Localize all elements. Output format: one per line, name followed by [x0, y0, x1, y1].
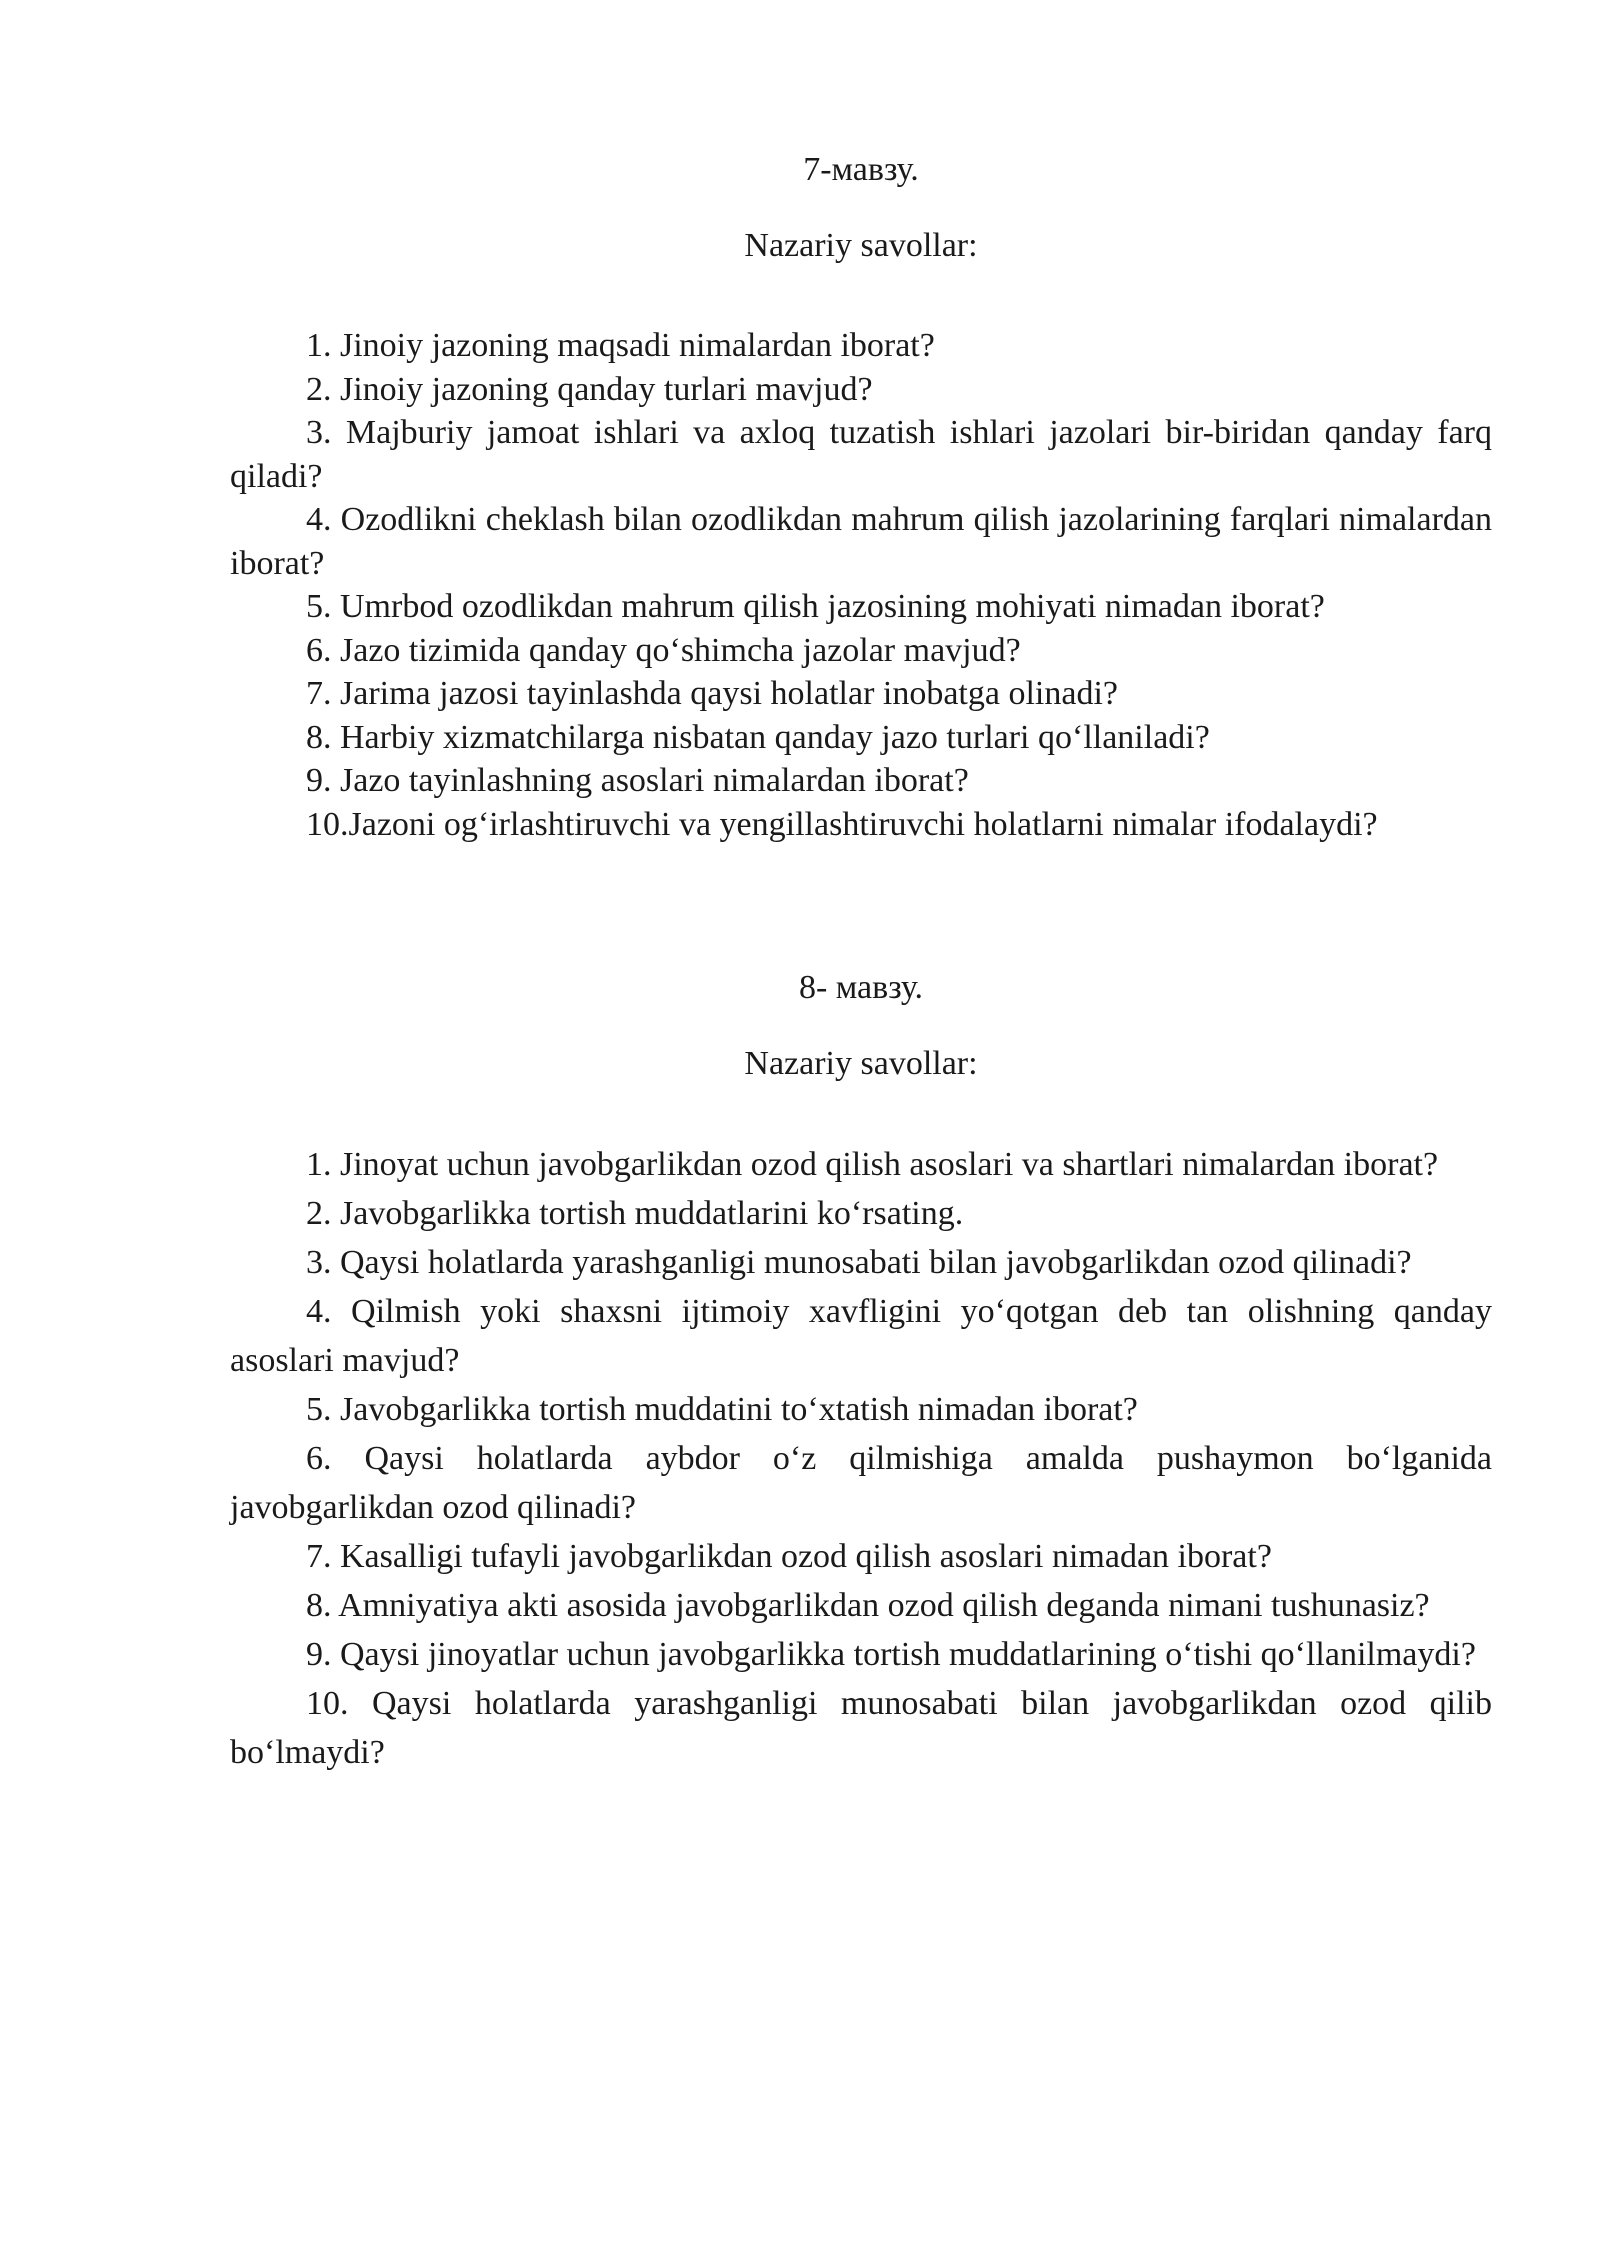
- question-item: 10. Qaysi holatlarda yarashganligi munosabati bilan javobgarlikdan ozod qilib bo‘lmaydi?: [230, 1685, 1492, 1771]
- question-item: 8. Harbiy xizmatchilarga nisbatan qanday jazo turlari qo‘llaniladi?: [306, 718, 1210, 756]
- question-item: 1. Jinoiy jazoning maqsadi nimalardan iborat?: [306, 327, 935, 364]
- topic-heading: 7-мавзу.: [803, 151, 919, 188]
- section-subheading: Nazariy savollar:: [744, 227, 978, 264]
- question-item: 6. Jazo tizimida qanday qo‘shimcha jazolar mavjud?: [306, 631, 1021, 669]
- question-item: 5. Javobgarlikka tortish muddatini to‘xtatish nimadan iborat?: [306, 1391, 1138, 1428]
- question-item: 9. Jazo tayinlashning asoslari nimalardan iborat?: [306, 762, 969, 799]
- question-item: 2. Jinoiy jazoning qanday turlari mavjud?: [306, 370, 873, 408]
- question-item: 7. Jarima jazosi tayinlashda qaysi holatlar inobatga olinadi?: [306, 675, 1118, 712]
- question-item: 2. Javobgarlikka tortish muddatlarini ko‘rsating.: [306, 1195, 964, 1232]
- question-list: [230, 1140, 1492, 1777]
- topic-7-section: [230, 150, 1492, 846]
- question-item: 10.Jazoni og‘irlashtiruvchi va yengillashtiruvchi holatlarni nimalar ifodalaydi?: [306, 805, 1378, 843]
- question-item: 6. Qaysi holatlarda aybdor o‘z qilmishiga amalda pushaymon bo‘lganida javobgarlikdan ozod qilinadi?: [230, 1440, 1492, 1526]
- topic-heading: 8- мавзу.: [798, 969, 924, 1006]
- question-item: 9. Qaysi jinoyatlar uchun javobgarlikka tortish muddatlarining o‘tishi qo‘llanilmaydi?: [306, 1636, 1476, 1673]
- section-subheading: Nazariy savollar:: [744, 1045, 978, 1082]
- question-item: 1. Jinoyat uchun javobgarlikdan ozod qilish asoslari va shartlari nimalardan iborat?: [306, 1146, 1439, 1183]
- question-item: 3. Qaysi holatlarda yarashganligi munosabati bilan javobgarlikdan ozod qilinadi?: [306, 1244, 1412, 1281]
- topic-8-section: [230, 968, 1492, 1777]
- question-item: 8. Amniyatiya akti asosida javobgarlikdan ozod qilish deganda nimani tushunasiz?: [306, 1587, 1430, 1624]
- question-item: 5. Umrbod ozodlikdan mahrum qilish jazosining mohiyati nimadan iborat?: [306, 588, 1325, 625]
- question-item: 7. Kasalligi tufayli javobgarlikdan ozod qilish asoslari nimadan iborat?: [306, 1538, 1272, 1575]
- question-item: 3. Majburiy jamoat ishlari va axloq tuzatish ishlari jazolari bir-biridan qanday farq qiladi?: [230, 414, 1492, 495]
- question-item: 4. Ozodlikni cheklash bilan ozodlikdan mahrum qilish jazolarining farqlari nimalardan iborat?: [230, 501, 1492, 582]
- question-item: 4. Qilmish yoki shaxsni ijtimoiy xavfligini yo‘qotgan deb tan olishning qanday asoslari mavjud?: [230, 1293, 1492, 1379]
- question-list: [230, 324, 1492, 846]
